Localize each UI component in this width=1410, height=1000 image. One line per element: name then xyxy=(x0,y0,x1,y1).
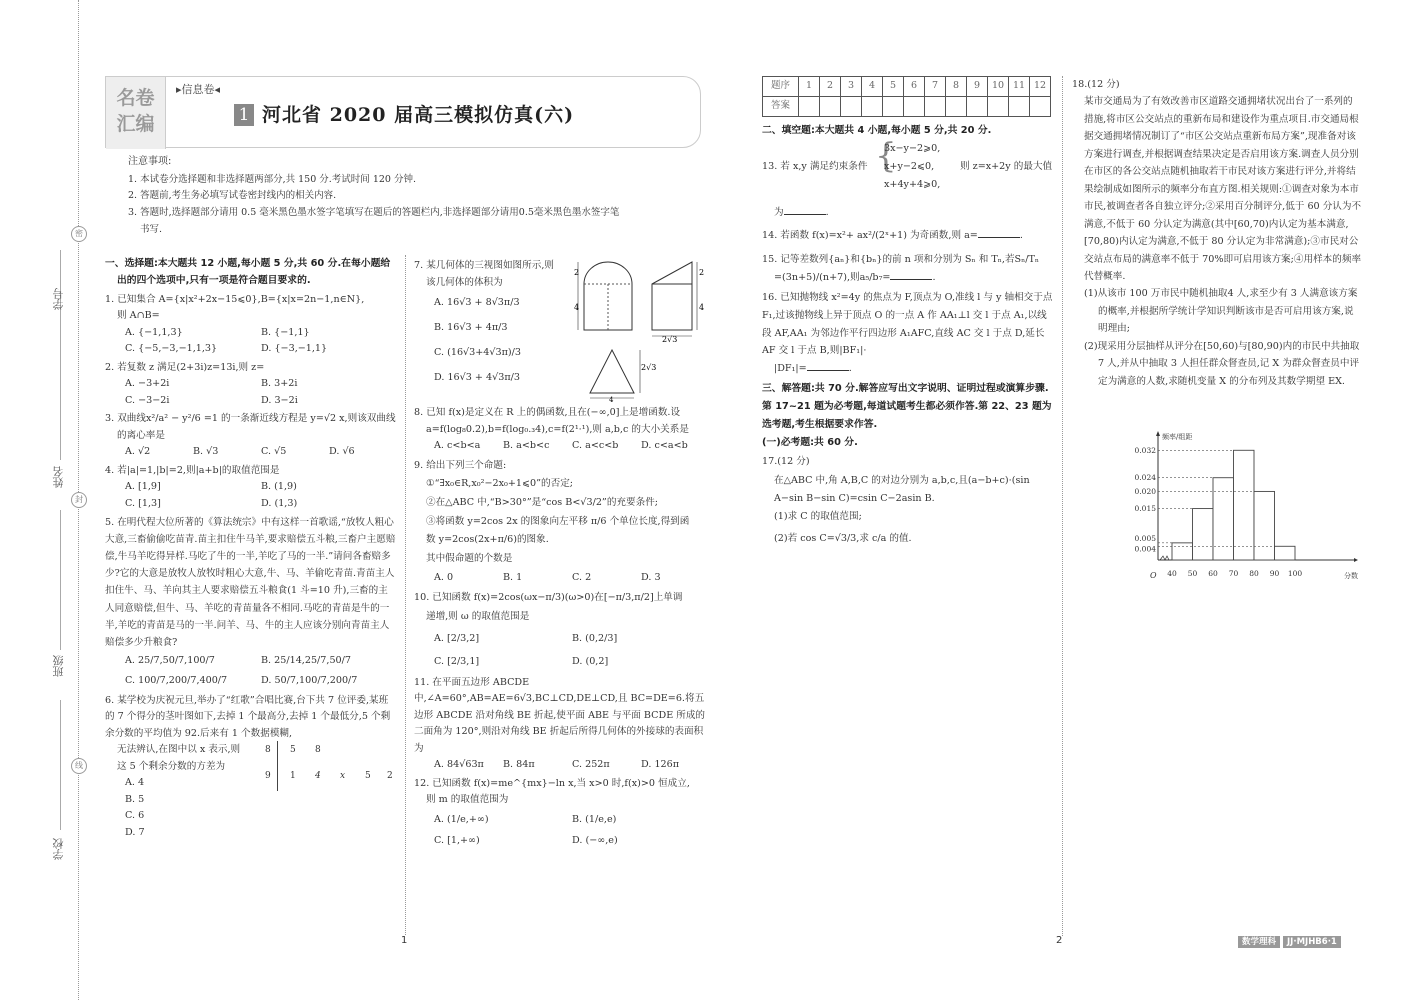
question-stem: 8. 已知 f(x)是定义在 R 上的偶函数,且在(−∞,0]上是增函数.设 xyxy=(414,407,681,418)
answer-cell[interactable] xyxy=(904,97,925,117)
question-ask: 其中假命题的个数是 xyxy=(426,553,513,565)
q-number: 10 xyxy=(988,77,1009,97)
q-number: 9 xyxy=(967,77,988,97)
option-a: A. 84√63π xyxy=(434,759,484,771)
question-14 xyxy=(762,228,1054,245)
option-d: D. √6 xyxy=(329,446,355,458)
option-a: A. 4 xyxy=(125,777,145,789)
option-d: D. 50/7,100/7,200/7 xyxy=(261,674,358,686)
answer-blank[interactable] xyxy=(807,362,849,371)
option-d: D. (0,2] xyxy=(572,655,609,667)
option-c: C. 252π xyxy=(572,759,610,771)
brand-logo xyxy=(106,77,166,149)
instruction-item: 2. 答题前,考生务必填写试卷密封线内的相关内容. xyxy=(128,190,337,202)
margin-label-xuehao: 学号 xyxy=(52,288,65,310)
question-9 xyxy=(414,457,710,588)
y-tick-label: 0.004 xyxy=(1134,544,1156,554)
histogram-bar xyxy=(1275,546,1296,560)
question-stem: 该几何体的体积为 xyxy=(426,276,503,288)
origin-label: O xyxy=(1150,571,1157,580)
option-d: D. {−3,−1,1} xyxy=(261,343,328,355)
option-d: D. c<a<b xyxy=(641,440,688,451)
page-number-1: 1 xyxy=(401,935,408,946)
x-tick-label: 60 xyxy=(1208,569,1218,578)
period: . xyxy=(1019,229,1023,241)
y-tick-label: 0.024 xyxy=(1134,473,1156,483)
question-2 xyxy=(105,360,397,410)
option-b: B. 5 xyxy=(125,793,145,805)
q-number: 1 xyxy=(799,77,820,97)
question-stem: 3. 双曲线x²/a² − y²/6 =1 的一条渐近线方程是 y=√2 x,则该双曲线 xyxy=(105,413,396,425)
column-3 xyxy=(762,122,1054,548)
answer-table-header-row xyxy=(763,77,1051,97)
options xyxy=(105,376,397,409)
y-tick-label: 0.032 xyxy=(1134,445,1156,455)
instruction-item: 1. 本试卷分选择题和非选择题两部分,共 150 分.考试时间 120 分钟. xyxy=(128,173,416,185)
option-b: B. (0,2/3] xyxy=(572,632,618,644)
paper-code: JJ·MJHB6·1 xyxy=(1283,936,1341,948)
instructions xyxy=(128,154,688,239)
dim-body: 4 xyxy=(574,303,580,312)
question-stem: 1. 已知集合 A={x|x²+2x−15⩽0},B={x|x=2n−1,n∈N}, xyxy=(105,293,365,305)
section-3-heading: 三、解答题:共 70 分.解答应写出文字说明、证明过程或演算步骤.第 17~21 题为必考题,每道试题考生都必须作答.第 22、23 题为选考题,考生根据要求作答. xyxy=(762,382,1052,431)
options xyxy=(414,809,710,851)
x-tick-label: 80 xyxy=(1249,569,1259,578)
y-axis-label: 频率/组距 xyxy=(1162,433,1193,441)
option-c: C. [1,3] xyxy=(125,497,161,509)
proposition-3: ③将函数 y=2cos 2x 的图象向左平移 π/6 个单位长度,得到函 xyxy=(426,515,690,527)
page-number-2: 2 xyxy=(1056,935,1063,946)
question-title: 18.(12 分) xyxy=(1072,79,1120,90)
options xyxy=(105,651,397,691)
answer-cell[interactable] xyxy=(883,97,904,117)
x-tick-label: 100 xyxy=(1287,569,1303,578)
answer-cell[interactable] xyxy=(820,97,841,117)
answer-cell[interactable] xyxy=(925,97,946,117)
options xyxy=(414,438,710,455)
subject-label: 数学理科 xyxy=(1238,936,1280,948)
proposition-2: ②在△ABC 中,“B>30°”是“cos B<√3/2”的充要条件; xyxy=(426,496,659,508)
answer-cell[interactable] xyxy=(862,97,883,117)
leaf: x xyxy=(340,770,346,781)
option-d: D. (−∞,e) xyxy=(572,834,618,846)
option-a: A. 16√3 + 8√3π/3 xyxy=(434,297,520,308)
option-d: D. 3 xyxy=(641,571,661,583)
x-tick-label: 70 xyxy=(1228,569,1239,578)
question-13: 13. 若 x,y 满足约束条件 { 3x−y−2⩾0, x+y−2⩽0, x+4y+4⩾0, 则 z=x+2y 的最大值 xyxy=(762,141,1054,205)
question-stem: 16. 已知抛物线 x²=4y 的焦点为 F,顶点为 O,准线 l 与 y 轴相交于点 F₁,过该抛物线上异于顶点 O 的一点 A 作 AA₁⊥l 交 l 于点 A₁,以线段 AF,AA₁ 为邻边作平行四边形 A₁AFC,直线 AC 交 l 于点 D,延长 AF 交 l 于点 B,则|BF₁|· xyxy=(762,292,1053,357)
side-view xyxy=(652,262,692,330)
question-13-end xyxy=(762,205,1054,222)
question-stem: 10. 已知函数 f(x)=2cos(ωx−π/3)(ω>0)在[−π/3,π/2]上单调 xyxy=(414,592,683,604)
option-c: C. 100/7,200/7,400/7 xyxy=(125,674,228,686)
question-stem: 9. 给出下列三个命题: xyxy=(414,459,507,471)
sub-question-2: (2)若 cos C=√3/3,求 c/a 的值. xyxy=(774,533,912,545)
question-stem: 13. 若 x,y 满足约束条件 xyxy=(762,161,868,173)
three-view-diagram xyxy=(574,258,709,403)
q-number: 3 xyxy=(841,77,862,97)
option-c: C. (16√3+4√3π)/3 xyxy=(434,346,522,358)
dim-side-width: 2√3 xyxy=(662,335,678,344)
option-a: A. [1,9] xyxy=(125,481,161,493)
y-tick-label: 0.005 xyxy=(1134,533,1156,543)
question-stem: 15. 记等差数列{aₙ}和{bₙ}的前 n 项和分别为 Sₙ 和 Tₙ,若Sₙ/Tₙ xyxy=(762,253,1040,265)
column-4 xyxy=(1072,76,1362,390)
option-a: A. (1/e,+∞) xyxy=(434,813,489,825)
answer-cell[interactable] xyxy=(1009,97,1030,117)
answer-cell[interactable] xyxy=(841,97,862,117)
question-title: 17.(12 分) xyxy=(762,456,810,468)
constraint-1: 3x−y−2⩾0, xyxy=(884,143,941,155)
row-label: 答案 xyxy=(763,97,799,117)
question-stem: 递增,则 ω 的取值范围是 xyxy=(426,611,530,623)
histogram-bar xyxy=(1193,509,1214,560)
options xyxy=(105,444,397,461)
logo-line-1: 名卷 xyxy=(116,87,155,109)
question-stem: a=f(log₈0.2),b=f(log₀.₃4),c=f(2¹·¹),则 a,b,c 的大小关系是 xyxy=(426,423,689,435)
period: . xyxy=(825,207,829,219)
question-17 xyxy=(762,453,1054,548)
q-number: 5 xyxy=(883,77,904,97)
question-4 xyxy=(105,463,397,513)
paper-number-badge: 1 xyxy=(234,104,254,126)
option-b: B. (1/e,e) xyxy=(572,813,617,825)
constraint-2: x+y−2⩽0, xyxy=(884,161,935,173)
stem-8: 8 xyxy=(265,744,271,755)
answer-table xyxy=(762,76,1051,117)
question-stem: 在△ABC 中,角 A,B,C 的对边分别为 a,b,c,且(a−b+c)·(sin A−sin B−sin C)=csin C−2asin B. xyxy=(774,474,1030,504)
seal-feng: 封 xyxy=(71,492,87,508)
option-c: C. {−5,−3,−1,1,3} xyxy=(125,343,218,355)
option-b: B. √3 xyxy=(193,446,219,458)
question-stem: 为 xyxy=(774,207,784,219)
q-number: 11 xyxy=(1009,77,1030,97)
x-axis-arrow xyxy=(1354,558,1358,562)
question-stem: 无法辨认,在图中以 x 表示,则 xyxy=(117,744,241,756)
question-stem: 则 z=x+2y 的最大值 xyxy=(960,161,1053,173)
question-15 xyxy=(762,251,1054,287)
question-stem: 7. 某几何体的三视图如图所示,则 xyxy=(414,260,554,271)
answer-table-answer-row xyxy=(763,97,1051,117)
option-a: A. c<b<a xyxy=(434,440,481,451)
q-number: 4 xyxy=(862,77,883,97)
question-stem: 6. 某学校为庆祝元旦,举办了“红歌”合唱比赛,台下共 7 位评委,某班的 7 个得分的茎叶图如下,去掉 1 个最高分,去掉 1 个最低分,5 个剩余分数的平均值为 92.后来有 1 个数据模糊, xyxy=(105,694,391,739)
answer-blank[interactable] xyxy=(890,271,932,280)
option-a: A. [2/3,2] xyxy=(434,632,480,644)
question-stem: 则 A∩B= xyxy=(117,310,160,322)
x-axis-label: 分数 xyxy=(1344,572,1358,580)
answer-blank[interactable] xyxy=(784,206,826,215)
field-line-xingming xyxy=(60,320,61,460)
question-stem: 11. 在平面五边形 ABCDE 中,∠A=60°,AB=AE=6√3,BC⊥CD,DE⊥CD,且 BC=DE=6.将五边形 ABCDE 沿对角线 BE 折起,使平面 ABE 与平面 BCDE 所成的二面角为 120°,则沿对角线 BE 折起后所得几何体的外接球的表面积为 xyxy=(414,676,706,754)
period: . xyxy=(848,363,852,375)
option-a: A. √2 xyxy=(125,446,151,458)
column-2 xyxy=(414,256,710,851)
sub-question-2: (2)现采用分层抽样从评分在[50,60)与[80,90)内的市民中共抽取 7 人,并从中抽取 3 人担任群众督查员,记 X 为群众督查员中评定为满意的人数,求随机变量 X 的分布列及其数学期望 EX. xyxy=(1084,340,1360,387)
answer-blank[interactable] xyxy=(978,229,1020,238)
question-12 xyxy=(414,776,710,851)
option-b: B. 25/14,25/7,50/7 xyxy=(261,654,351,666)
proposition-3: 数 y=2cos(2x+π/6)的图象. xyxy=(426,534,549,546)
question-1 xyxy=(105,292,397,358)
option-d: D. 3−2i xyxy=(261,394,298,406)
option-a: A. {−1,1,3} xyxy=(125,326,183,338)
option-c: C. [2/3,1] xyxy=(434,655,480,667)
margin-label-xingming: 姓名 xyxy=(52,466,65,488)
histogram-bar xyxy=(1254,491,1275,560)
frequency-histogram xyxy=(1128,428,1368,584)
dim-body-side: 4 xyxy=(699,303,705,312)
instruction-item: 书写. xyxy=(140,223,163,235)
option-a: A. −3+2i xyxy=(125,378,170,390)
x-tick-label: 50 xyxy=(1187,569,1198,578)
option-c: C. 6 xyxy=(125,810,145,822)
exam-header xyxy=(105,76,701,148)
x-tick-label: 90 xyxy=(1269,569,1280,578)
options xyxy=(105,479,397,512)
question-stem: 14. 若函数 f(x)=x²+ ax²/(2ˣ+1) 为奇函数,则 a= xyxy=(762,229,978,241)
question-stem: 2. 若复数 z 满足(2+3i)z=13i,则 z= xyxy=(105,361,265,373)
question-stem: 12. 已知函数 f(x)=me^{mx}−ln x,当 x>0 时,f(x)>0 恒成立, xyxy=(414,777,690,789)
dim-tri-height: 2√3 xyxy=(641,363,657,372)
question-stem: 的离心率是 xyxy=(117,429,165,441)
question-10 xyxy=(414,589,710,672)
question-11 xyxy=(414,675,710,774)
answer-cell[interactable] xyxy=(1030,97,1051,117)
histogram-bar xyxy=(1213,478,1234,560)
option-d: D. 7 xyxy=(125,826,145,838)
question-stem: |DF₁|= xyxy=(774,363,807,375)
option-c: C. 2 xyxy=(572,571,592,583)
options xyxy=(414,569,710,588)
leaf: 5 xyxy=(290,744,296,755)
answer-cell[interactable] xyxy=(946,97,967,117)
question-7 xyxy=(414,258,710,403)
dim-top: 2 xyxy=(574,268,580,277)
option-a: A. 25/7,50/7,100/7 xyxy=(125,654,215,666)
option-c: C. −3−2i xyxy=(125,394,170,406)
y-tick-label: 0.020 xyxy=(1134,486,1156,496)
q-number: 2 xyxy=(820,77,841,97)
y-tick-label: 0.015 xyxy=(1134,504,1156,514)
stem-leaf-plot xyxy=(265,741,395,791)
option-d: D. 16√3 + 4√3π/3 xyxy=(434,371,520,383)
option-c: C. [1,+∞) xyxy=(434,834,480,846)
option-b: B. 16√3 + 4π/3 xyxy=(434,321,508,333)
row-label: 题序 xyxy=(763,77,799,97)
seal-mi: 密 xyxy=(71,226,87,242)
option-b: B. 3+2i xyxy=(261,378,298,390)
question-stem: 4. 若|a|=1,|b|=2,则|a+b|的取值范围是 xyxy=(105,464,280,476)
column-1 xyxy=(105,256,397,841)
option-b: B. a<b<c xyxy=(503,440,550,451)
question-stem: 这 5 个剩余分数的方差为 xyxy=(117,760,226,772)
question-stem: 5. 在明代程大位所著的《算法统宗》中有这样一首歌谣,“放牧人粗心大意,三畜偷偷吃苗青.苗主扣住牛马羊,要求赔偿五斗粮,三畜户主愿赔偿,牛马羊吃得异样.马吃了牛的一半,羊吃了马的一半.”请问各畜赔多少?它的大意是放牧人放牧时粗心大意,牛、马、羊偷吃青苗.青苗主人扣住牛、马、羊向其主人要求赔偿五斗粮食(1 斗=10 升),三畜的主人同意赔偿,但牛、马、羊吃的青苗量各不相同.马吃的青苗是牛的一半,羊吃的青苗是马的一半.问羊、马、牛的主人应该分别向青苗主人赔偿多少升粮食? xyxy=(105,517,396,648)
x-tick-label: 40 xyxy=(1167,569,1177,578)
field-line-xuexiao xyxy=(60,700,61,830)
leaf: 1 xyxy=(290,770,296,781)
top-view xyxy=(590,350,634,393)
dim-top-side: 2 xyxy=(699,268,705,277)
column-divider xyxy=(405,255,406,935)
section-1-heading-2: 出的四个选项中,只有一项是符合题目要求的. xyxy=(117,274,311,286)
options xyxy=(414,757,710,774)
option-c: C. a<c<b xyxy=(572,440,619,451)
answer-cell[interactable] xyxy=(988,97,1009,117)
option-c: C. √5 xyxy=(261,446,287,458)
section-2-heading: 二、填空题:本大题共 4 小题,每小题 5 分,共 20 分. xyxy=(762,125,992,136)
option-d: D. (1,3) xyxy=(261,497,298,509)
leaf: 8 xyxy=(315,744,321,755)
answer-cell[interactable] xyxy=(799,97,820,117)
y-axis-arrow xyxy=(1156,431,1160,436)
option-b: B. 1 xyxy=(503,571,523,583)
q-number: 12 xyxy=(1030,77,1051,97)
paper-tag: ▸信息卷◂ xyxy=(176,83,221,96)
sub-question-1: (1)求 C 的取值范围; xyxy=(774,510,862,522)
column-divider xyxy=(1062,76,1063,936)
q-number: 8 xyxy=(946,77,967,97)
q-number: 6 xyxy=(904,77,925,97)
margin-label-banji: 班级 xyxy=(52,655,65,677)
instructions-heading: 注意事项: xyxy=(128,156,172,167)
option-b: B. 84π xyxy=(503,759,535,771)
margin-label-xuexiao: 学校 xyxy=(52,838,65,860)
question-16 xyxy=(762,289,1054,378)
section-1-heading: 一、选择题:本大题共 12 小题,每小题 5 分,共 60 分.在每小题给 xyxy=(105,258,391,269)
question-3 xyxy=(105,411,397,461)
histogram-bar xyxy=(1172,543,1193,560)
histogram-bar xyxy=(1234,450,1255,560)
axis-break xyxy=(1160,556,1169,560)
question-stem: 则 m 的取值范围为 xyxy=(426,794,509,806)
period: . xyxy=(932,271,936,283)
question-5 xyxy=(105,514,397,691)
leaf: 5 xyxy=(365,770,371,781)
leaf: 4 xyxy=(315,770,321,781)
page-title: 河北省 2020 届高三模拟仿真(六) xyxy=(262,104,575,126)
option-d: D. 126π xyxy=(641,759,680,771)
logo-line-2: 汇编 xyxy=(116,113,155,135)
constraint-3: x+4y+4⩾0, xyxy=(884,179,941,191)
footer-badge xyxy=(1238,936,1344,949)
dim-tri-base: 4 xyxy=(609,396,614,403)
options xyxy=(105,325,397,358)
answer-cell[interactable] xyxy=(967,97,988,117)
seal-xian: 线 xyxy=(71,758,87,774)
section-3-sub: (一)必考题:共 60 分. xyxy=(762,437,858,449)
option-a: A. 0 xyxy=(434,571,454,583)
question-stem: 某市交通局为了有效改善市区道路交通拥堵状况出台了一系列的措施,将市区公交站点的重新布局和建设作为重点项目.市交通局根据交通拥堵情况制订了“市区公交站点重新布局方案”,现准备对该方案进行调查,并根据调查结果决定是否启用该方案.调查人员分别在市区的各公交站点随机抽取若干市民对该方案进行评分,并将结果绘制成如图所示的频率分布直方图.相关规则:①调查对象为本市市民,被调查者各自独立评分;②采用百分制评分,低于 60 分认为不满意,不低于 60 分认定为满意(其中[60,70)内认定为基本满意,[70,80)内认定为满意,不低于 80 分认定为非常满意);③市民对公交站点布局的满意率不低于 70%即可启用该方案;④用样本的频率代替概率. xyxy=(1084,96,1362,282)
option-b: B. {−1,1} xyxy=(261,326,310,338)
question-6 xyxy=(105,693,397,842)
options xyxy=(414,627,710,673)
sub-question-1: (1)从该市 100 万市民中随机抽取4 人,求至少有 3 人满意该方案的概率,并根据所学统计学知识判断该市是否可启用该方案,说明理由; xyxy=(1084,288,1358,335)
question-8 xyxy=(414,405,710,455)
instruction-item: 3. 答题时,选择题部分请用 0.5 毫米黑色墨水签字笔填写在题后的答题栏内,非选择题部分请用0.5毫米黑色墨水签字笔 xyxy=(128,206,620,218)
q-number: 7 xyxy=(925,77,946,97)
field-line-banji xyxy=(60,510,61,650)
stem-9: 9 xyxy=(265,770,271,781)
leaf: 2 xyxy=(387,770,393,781)
option-b: B. (1,9) xyxy=(261,481,297,493)
question-stem: =(3n+5)/(n+7),则a₅/b₇= xyxy=(774,271,891,283)
proposition-1: ①“∃x₀∈R,x₀²−2x₀+1⩽0”的否定; xyxy=(426,478,574,490)
